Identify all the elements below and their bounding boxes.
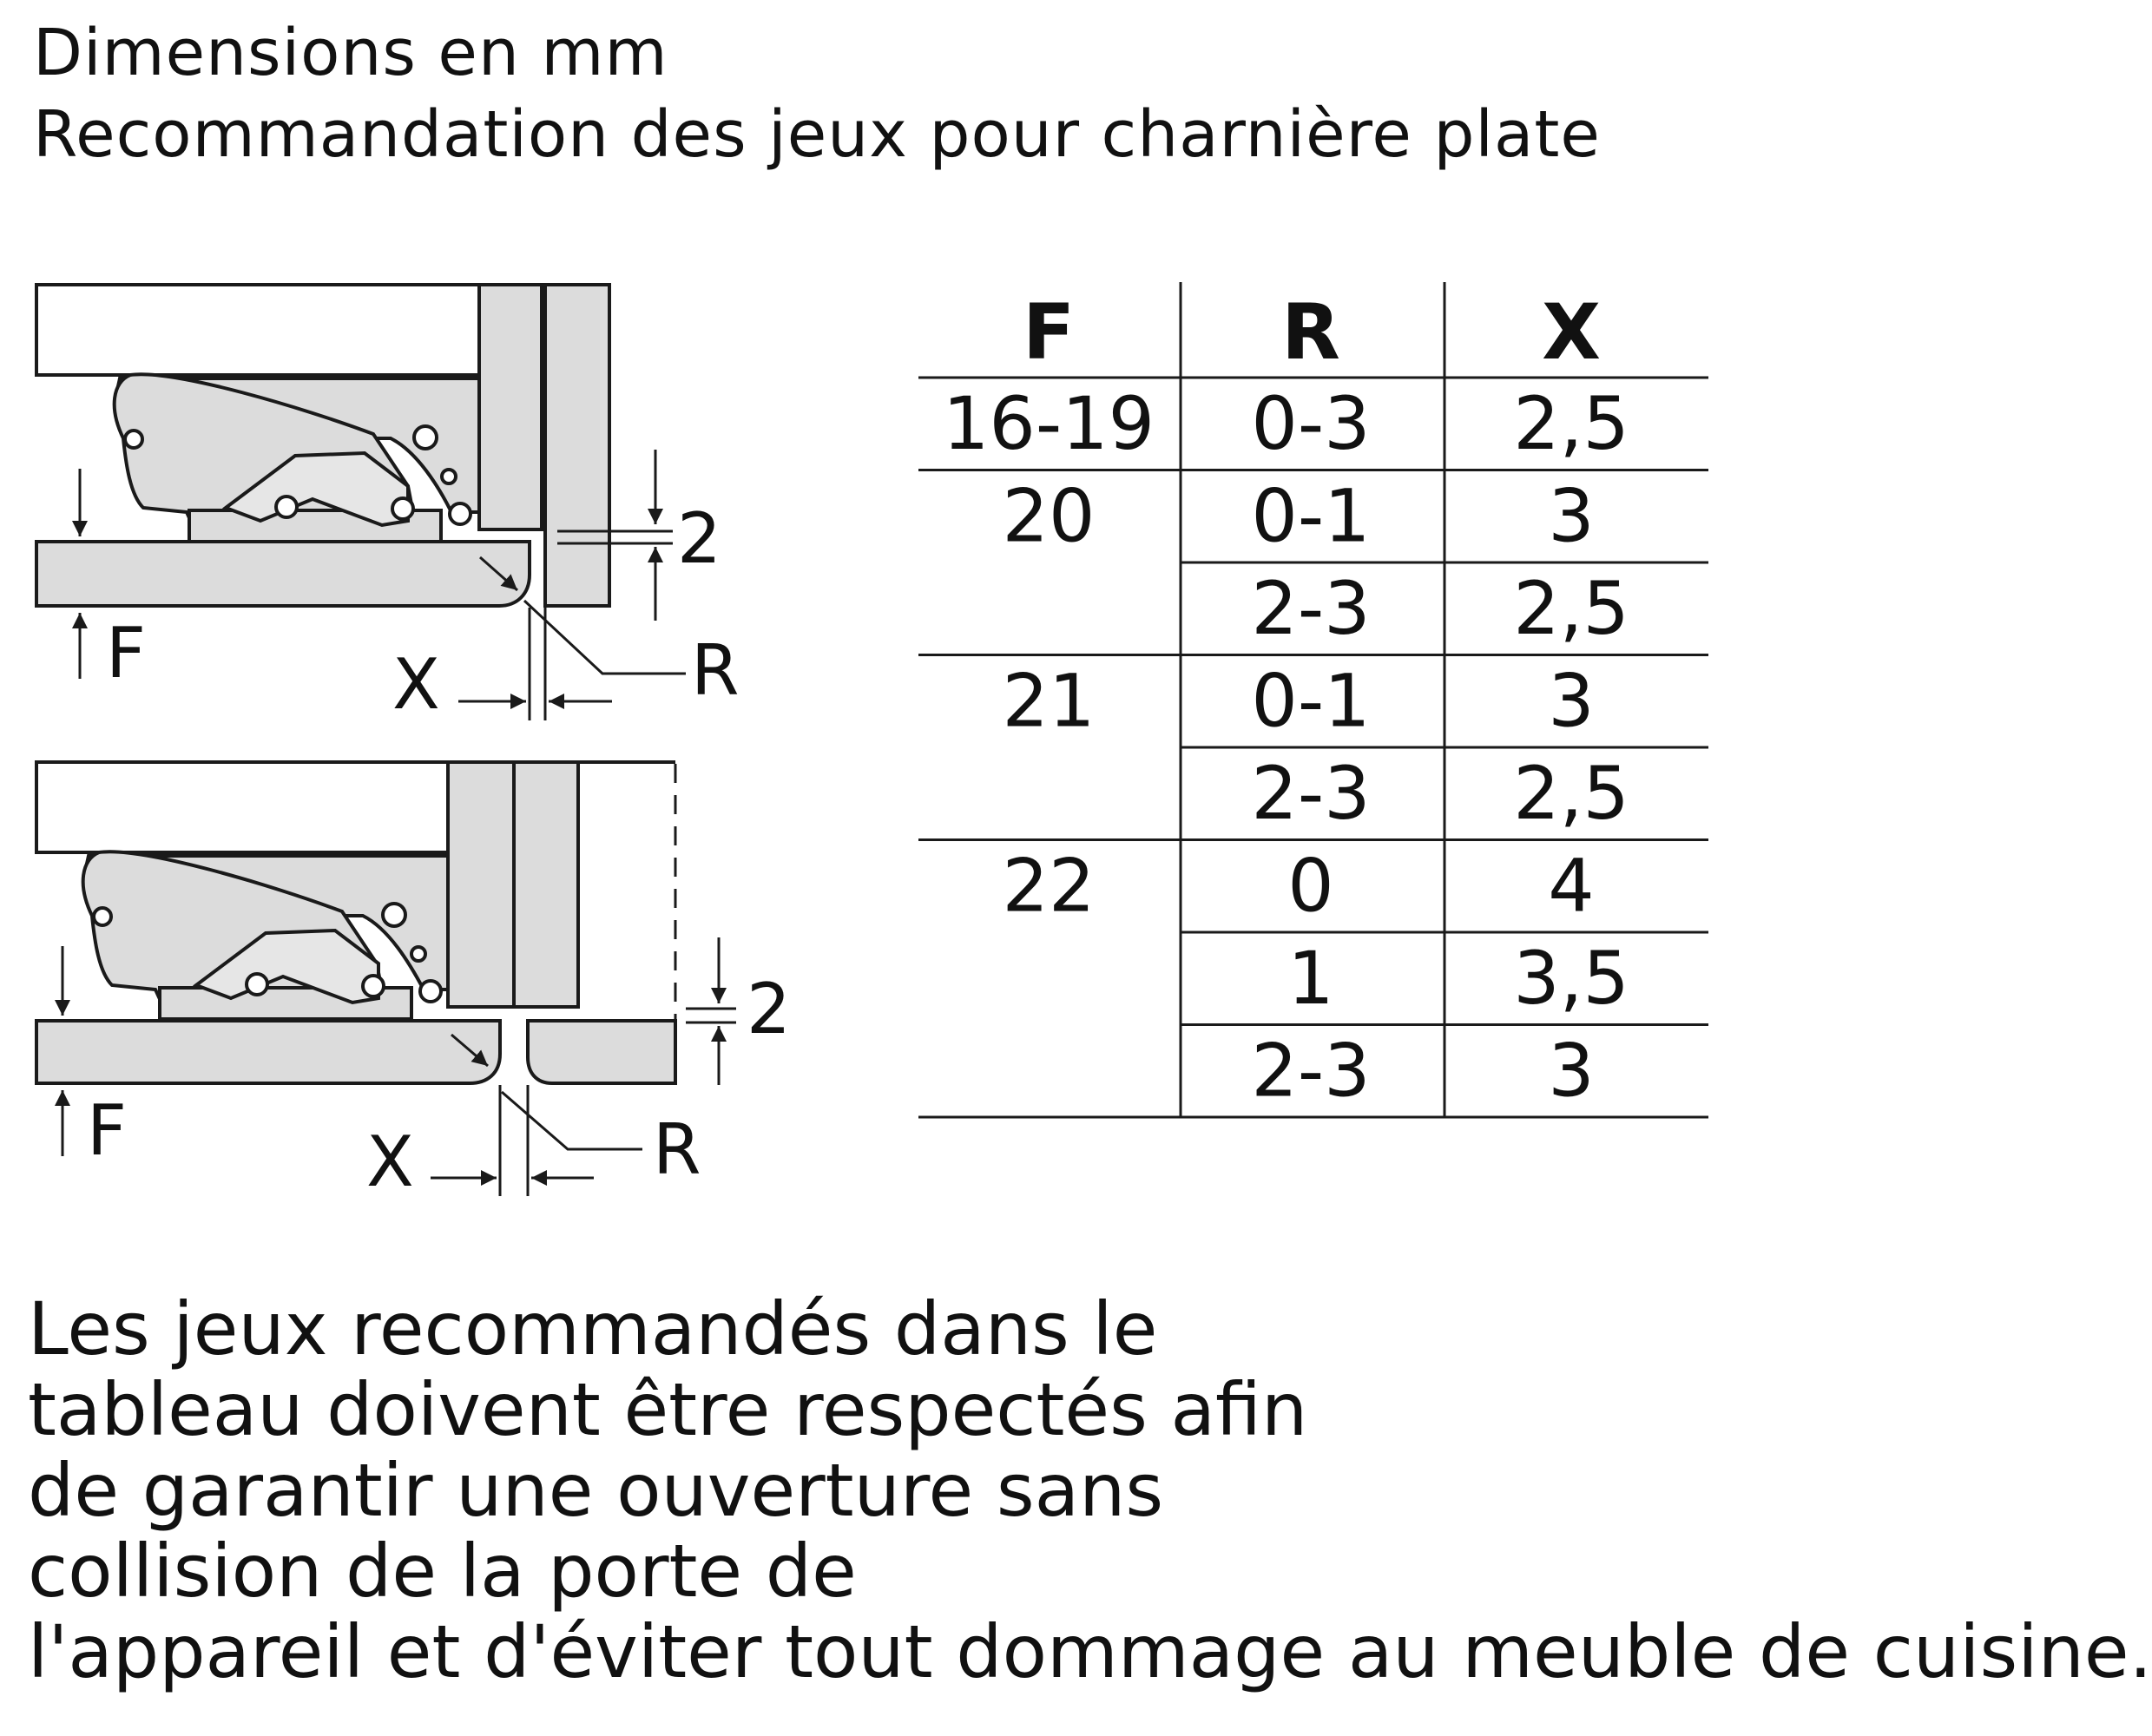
bottom-hinge-view [36,762,675,1083]
table-cell: 0-1 [1251,658,1371,744]
table-cell: 1 [1287,936,1334,1021]
note-paragraph [28,1286,2152,1694]
table-cell: 22 [1002,843,1096,929]
hinge-diagram [0,260,868,1250]
table-cell: 0-3 [1251,381,1371,466]
bottom-door-panel [36,1021,500,1083]
bottom-screw-icon [383,904,405,926]
top-screw-icon [450,503,471,524]
table-cell: 0-1 [1251,473,1371,559]
table-cell: 3,5 [1513,936,1629,1021]
bottom-cabinet-wall [448,762,514,1007]
table-cell: 3 [1548,473,1595,559]
bottom-screw-icon [411,947,425,961]
bottom-label-r: R [653,1109,701,1190]
table-cell: 2,5 [1513,381,1629,466]
table-header-x: X [1542,287,1601,377]
table-cell: 2,5 [1513,751,1629,836]
table-cell: 2,5 [1513,566,1629,651]
bottom-screw-icon [420,981,441,1002]
top-label-x: X [392,644,440,725]
top-cabinet-side [36,285,479,375]
table-cell: 20 [1002,473,1096,559]
table-header-f: F [1022,287,1076,377]
table-cell: 2-3 [1251,1028,1371,1114]
page-subtitle: Recommandation des jeux pour charnière plate [33,97,1601,172]
bottom-screw-icon [247,974,267,995]
top-door-panel [36,542,530,606]
bottom-screw-icon [94,908,111,925]
table-header-r: R [1281,287,1340,377]
top-label-gap: 2 [677,498,721,579]
note-line: collision de la porte de [28,1529,857,1614]
bottom-label-gap: 2 [747,969,791,1049]
table-cell: 3 [1548,1028,1595,1114]
top-screw-icon [414,426,437,449]
top-screw-icon [276,496,297,517]
top-screw-icon [125,431,142,448]
table-cell: 0 [1287,843,1334,929]
table-cell: 16-19 [942,381,1155,466]
top-side-panel [545,285,609,606]
table-cell: 21 [1002,658,1096,744]
table-cell: 2-3 [1251,566,1371,651]
top-cabinet-wall [479,285,542,529]
gap-spec-table [918,282,1708,1115]
bottom-label-x: X [366,1121,414,1202]
bottom-screw-icon [363,976,384,996]
top-label-f: F [106,613,147,694]
note-line: tableau doivent être respectés afin [28,1367,1308,1452]
table-cell: 3 [1548,658,1595,744]
note-line: Les jeux recommandés dans le [28,1286,1158,1371]
table-cell: 4 [1548,843,1595,929]
bottom-label-f: F [87,1090,128,1171]
top-screw-icon [442,470,456,483]
page-title: Dimensions en mm [33,16,668,90]
bottom-adjacent-door [528,1021,675,1083]
note-line: l'appareil et d'éviter tout dommage au meuble de cuisine. [28,1609,2152,1694]
bottom-side-panel [514,762,578,1007]
top-hinge-view [36,285,609,606]
table-cell: 2-3 [1251,751,1371,836]
top-screw-icon [392,498,413,519]
bottom-cabinet-side [36,762,448,852]
note-line: de garantir une ouverture sans [28,1448,1164,1533]
top-label-r: R [691,630,740,711]
